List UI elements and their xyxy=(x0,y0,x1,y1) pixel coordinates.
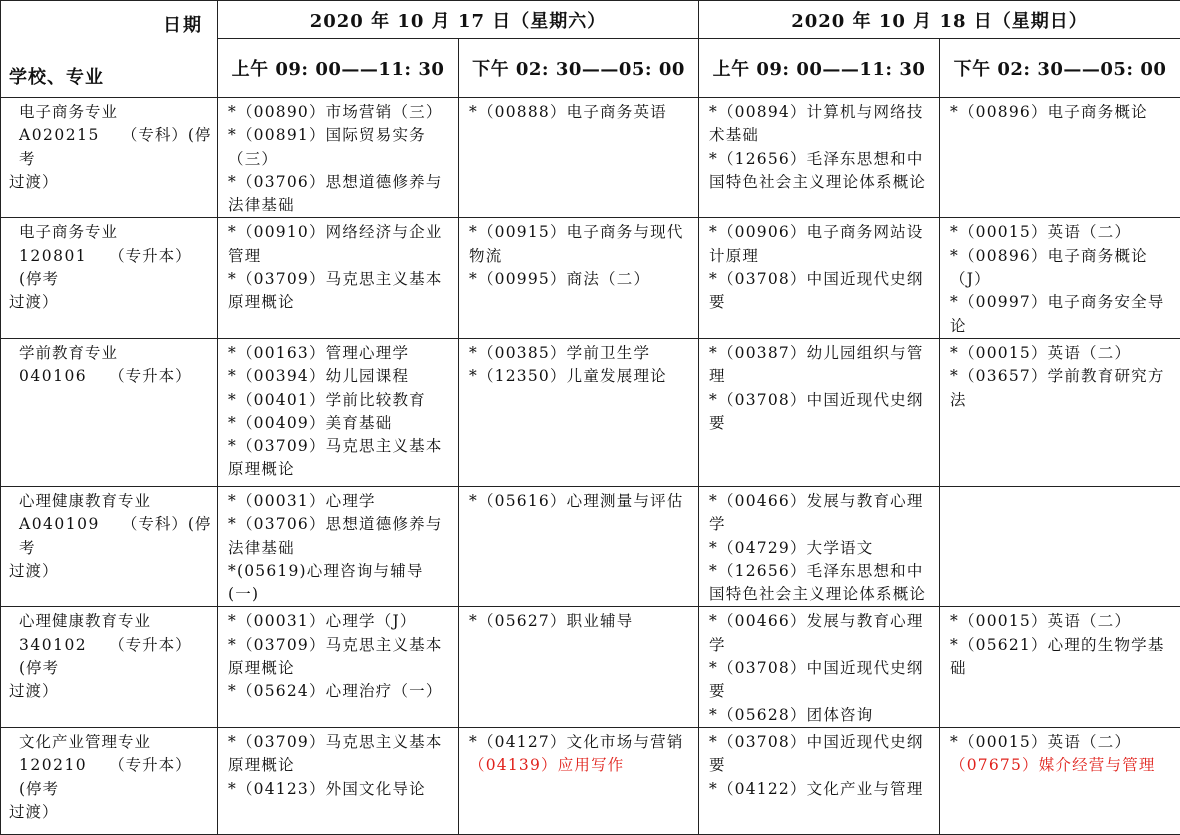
course-entry: *（00891）国际贸易实务（三） xyxy=(228,124,452,171)
course-entry: *（05616）心理测量与评估 xyxy=(469,490,692,513)
session-cell xyxy=(459,486,699,606)
major-name: 心理健康教育专业 xyxy=(9,610,213,633)
major-name: 心理健康教育专业 xyxy=(9,490,213,513)
major-code: 120210 xyxy=(19,756,87,774)
major-code-line xyxy=(9,634,213,681)
course-entry: *（04122）文化产业与管理 xyxy=(709,778,933,801)
major-note: 过渡） xyxy=(9,171,213,194)
major-kind: （专科）(停考 xyxy=(19,126,211,167)
day-2-morning-header: 上午 09: 00——11: 30 xyxy=(699,39,940,98)
course-entry: *（00409）美育基础 xyxy=(228,412,452,435)
course-entry: *（12656）毛泽东思想和中国特色社会主义理论体系概论 xyxy=(709,560,933,607)
course-entry: *（05627）职业辅导 xyxy=(469,610,692,633)
course-entry: *（00894）计算机与网络技术基础 xyxy=(709,101,933,148)
session-cell xyxy=(459,727,699,834)
course-entry: *（05624）心理治疗（一） xyxy=(228,680,452,703)
course-entry: *（03709）马克思主义基本原理概论 xyxy=(228,268,452,315)
session-cell xyxy=(940,98,1180,218)
major-code-line xyxy=(9,365,213,388)
major-cell xyxy=(1,607,218,727)
day-1-date-header: 2020 年 10 月 17 日（星期六） xyxy=(218,1,699,39)
major-name: 电子商务专业 xyxy=(9,221,213,244)
course-entry-highlighted: （07675）媒介经营与管理 xyxy=(950,754,1174,777)
session-cell xyxy=(218,98,459,218)
day-2-date-header: 2020 年 10 月 18 日（星期日） xyxy=(699,1,1180,39)
session-cell xyxy=(459,98,699,218)
major-name: 电子商务专业 xyxy=(9,101,213,124)
session-cell xyxy=(218,727,459,834)
course-entry: *（00910）网络经济与企业管理 xyxy=(228,221,452,268)
session-cell xyxy=(459,607,699,727)
schedule-row xyxy=(1,98,1180,218)
major-code: A040109 xyxy=(19,515,100,533)
major-name: 学前教育专业 xyxy=(9,342,213,365)
course-entry: *（00163）管理心理学 xyxy=(228,342,452,365)
major-kind: （专升本）(停考 xyxy=(19,636,192,677)
session-cell xyxy=(459,338,699,486)
course-entry-highlighted: （04139）应用写作 xyxy=(469,754,692,777)
major-code: A020215 xyxy=(19,126,100,144)
course-entry: *（00888）电子商务英语 xyxy=(469,101,692,124)
session-cell xyxy=(218,486,459,606)
major-code: 340102 xyxy=(19,636,87,654)
major-note: 过渡） xyxy=(9,291,213,314)
header-corner-cell xyxy=(1,1,218,98)
course-entry: *（03706）思想道德修养与法律基础 xyxy=(228,513,452,560)
course-entry: *（05621）心理的生物学基础 xyxy=(950,634,1174,681)
course-entry: *（00466）发展与教育心理学 xyxy=(709,490,933,537)
session-cell xyxy=(699,727,940,834)
course-entry: *（03709）马克思主义基本原理概论 xyxy=(228,731,452,778)
session-cell xyxy=(218,607,459,727)
session-cell xyxy=(699,218,940,338)
day-1-afternoon-header: 下午 02: 30——05: 00 xyxy=(459,39,699,98)
major-name: 文化产业管理专业 xyxy=(9,731,213,754)
session-cell xyxy=(699,607,940,727)
course-entry: *（00385）学前卫生学 xyxy=(469,342,692,365)
major-kind: （专升本）(停考 xyxy=(19,756,192,797)
day-1-morning-header: 上午 09: 00——11: 30 xyxy=(218,39,459,98)
course-entry: *（03706）思想道德修养与法律基础 xyxy=(228,171,452,218)
corner-school-label: 学校、专业 xyxy=(9,63,104,89)
schedule-row xyxy=(1,486,1180,606)
major-kind: （专科）(停考 xyxy=(19,515,211,556)
major-code: 040106 xyxy=(19,367,87,385)
session-cell xyxy=(940,486,1180,606)
major-code-line xyxy=(9,124,213,171)
course-entry: *（05628）团体咨询 xyxy=(709,704,933,727)
schedule-row xyxy=(1,218,1180,338)
major-cell xyxy=(1,338,218,486)
major-cell xyxy=(1,218,218,338)
course-entry: *（12350）儿童发展理论 xyxy=(469,365,692,388)
schedule-row xyxy=(1,607,1180,727)
course-entry: *（00466）发展与教育心理学 xyxy=(709,610,933,657)
course-entry: *（00394）幼儿园课程 xyxy=(228,365,452,388)
course-entry: *（00387）幼儿园组织与管理 xyxy=(709,342,933,389)
major-cell xyxy=(1,727,218,834)
major-code-line xyxy=(9,245,213,292)
course-entry: *（00031）心理学 xyxy=(228,490,452,513)
session-cell xyxy=(459,218,699,338)
major-code: 120801 xyxy=(19,247,87,265)
course-entry: *（00995）商法（二） xyxy=(469,268,692,291)
schedule-row xyxy=(1,727,1180,834)
major-kind: （专升本）(停考 xyxy=(19,247,192,288)
session-cell xyxy=(940,727,1180,834)
course-entry: *（00915）电子商务与现代物流 xyxy=(469,221,692,268)
course-entry: *（00015）英语（二） xyxy=(950,221,1174,244)
major-code-line xyxy=(9,754,213,801)
course-entry: *（00015）英语（二） xyxy=(950,342,1174,365)
session-cell xyxy=(699,338,940,486)
course-entry: *（12656）毛泽东思想和中国特色社会主义理论体系概论 xyxy=(709,148,933,195)
major-note: 过渡） xyxy=(9,560,213,583)
course-entry: *(05619)心理咨询与辅导(一) xyxy=(228,560,452,607)
major-note: 过渡） xyxy=(9,801,213,824)
course-entry: *（03708）中国近现代史纲要 xyxy=(709,657,933,704)
session-cell xyxy=(218,338,459,486)
course-entry: *（00906）电子商务网站设计原理 xyxy=(709,221,933,268)
course-entry: *（03657）学前教育研究方法 xyxy=(950,365,1174,412)
session-cell xyxy=(940,338,1180,486)
session-cell xyxy=(218,218,459,338)
major-kind: （专升本） xyxy=(109,367,192,385)
course-entry: *（00015）英语（二） xyxy=(950,610,1174,633)
day-2-afternoon-header: 下午 02: 30——05: 00 xyxy=(940,39,1180,98)
session-cell xyxy=(699,98,940,218)
session-cell xyxy=(699,486,940,606)
course-entry: *（00896）电子商务概论（J） xyxy=(950,245,1174,292)
session-cell xyxy=(940,218,1180,338)
course-entry: *（00997）电子商务安全导论 xyxy=(950,291,1174,338)
schedule-body xyxy=(1,98,1180,835)
course-entry: *（03708）中国近现代史纲要 xyxy=(709,731,933,778)
major-note: 过渡） xyxy=(9,680,213,703)
corner-date-label: 日期 xyxy=(163,11,203,37)
course-entry: *（00031）心理学（J） xyxy=(228,610,452,633)
course-entry: *（04729）大学语文 xyxy=(709,537,933,560)
course-entry: *（03708）中国近现代史纲要 xyxy=(709,389,933,436)
schedule-row xyxy=(1,338,1180,486)
course-entry: *（00015）英语（二） xyxy=(950,731,1174,754)
course-entry: *（03709）马克思主义基本原理概论 xyxy=(228,435,452,482)
course-entry: *（00896）电子商务概论 xyxy=(950,101,1174,124)
course-entry: *（00401）学前比较教育 xyxy=(228,389,452,412)
course-entry: *（03708）中国近现代史纲要 xyxy=(709,268,933,315)
major-code-line xyxy=(9,513,213,560)
course-entry: *（04123）外国文化导论 xyxy=(228,778,452,801)
course-entry: *（00890）市场营销（三） xyxy=(228,101,452,124)
major-cell xyxy=(1,486,218,606)
major-cell xyxy=(1,98,218,218)
session-cell xyxy=(940,607,1180,727)
course-entry: *（03709）马克思主义基本原理概论 xyxy=(228,634,452,681)
course-entry: *（04127）文化市场与营销 xyxy=(469,731,692,754)
